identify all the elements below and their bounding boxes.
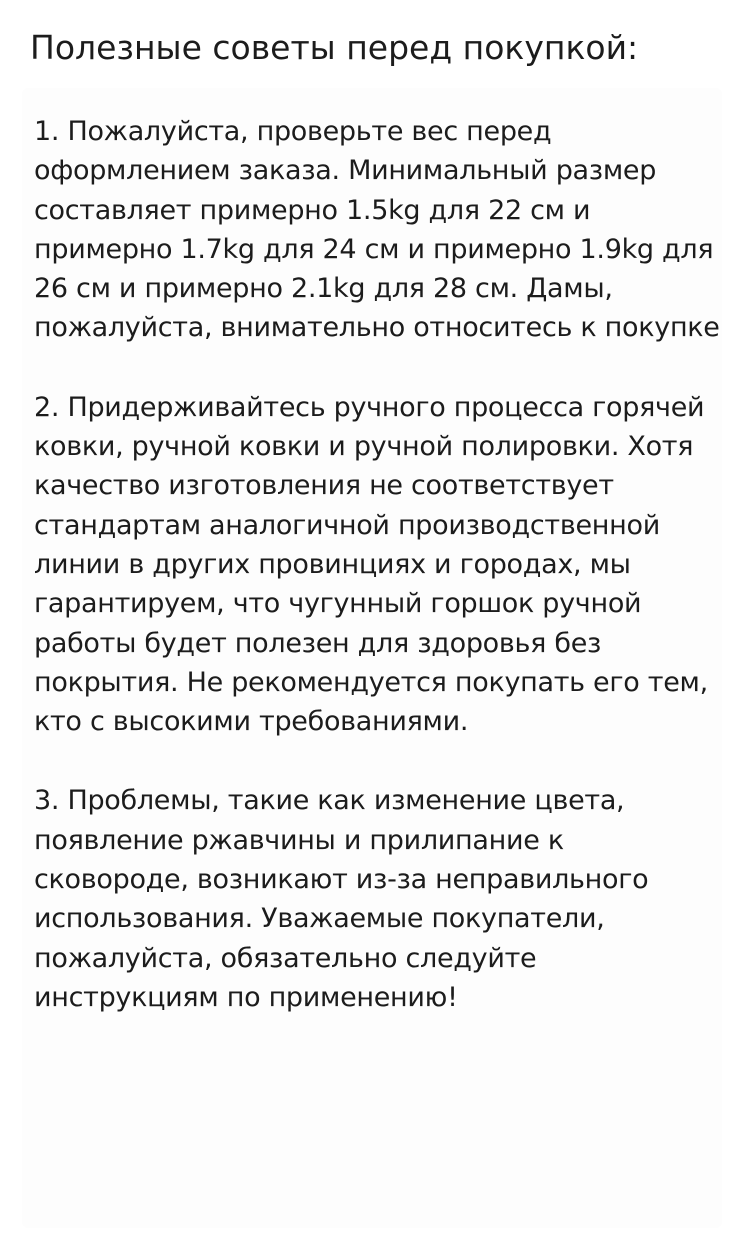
tips-list	[34, 112, 724, 1057]
page-title: Полезные советы перед покупкой:	[30, 28, 639, 67]
tip-2-text: 2. Придерживайтесь ручного процесса горячей ковки, ручной ковки и ручной полировки. Хотя качество изготовления не соответствует стандартам аналогичной производственной линии в других провинциях и городах, мы гарантируем, что чугунный горшок ручной работы будет полезен для здоровья без покрытия. Не рекомендуется покупать его тем, кто с высокими требованиями.	[34, 391, 708, 738]
tip-1-text: 1. Пожалуйста, проверьте вес перед оформлением заказа. Минимальный размер составляет примерно 1.5kg для 22 см и примерно 1.7kg для 24 см и примерно 1.9kg для 26 см и примерно 2.1kg для 28 см. Дамы, пожалуйста, внимательно относитесь к покупке	[34, 116, 720, 344]
tip-3-text: 3. Проблемы, такие как изменение цвета, появление ржавчины и прилипание к сковороде, возникают из-за неправильного использования. Уважаемые покупатели, пожалуйста, обязательно следуйте инструкциям по применению!	[34, 785, 649, 1013]
